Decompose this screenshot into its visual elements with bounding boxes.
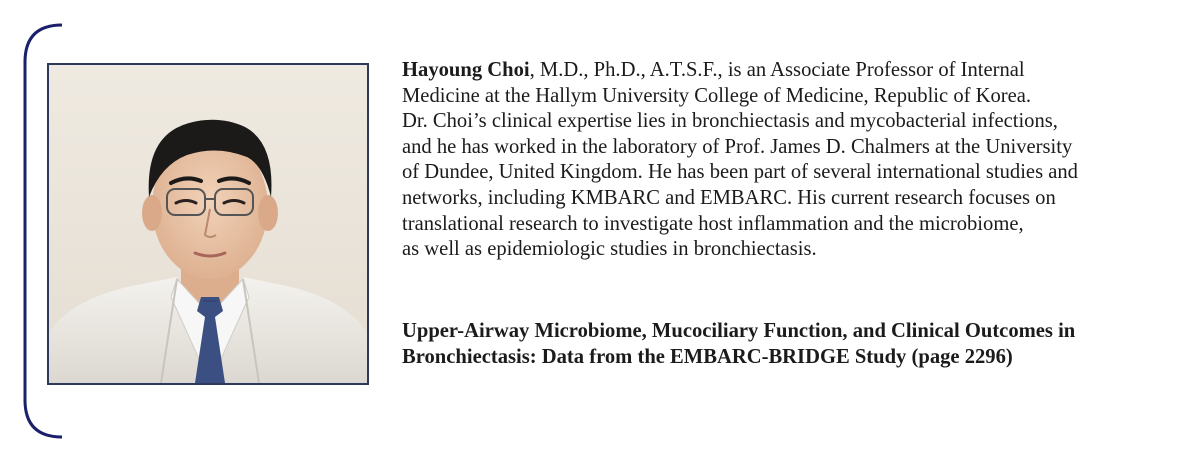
article-title-line: Bronchiectasis: Data from the EMBARC-BRIDGE Study (page 2296) (402, 346, 1013, 368)
author-portrait (47, 63, 369, 385)
bio-line: and he has worked in the laboratory of Prof. James D. Chalmers at the University (402, 135, 1073, 158)
article-title-line: Upper-Airway Microbiome, Mucociliary Function, and Clinical Outcomes in (402, 320, 1076, 342)
author-biography (402, 58, 1182, 263)
bio-line: of Dundee, United Kingdom. He has been part of several international studies and (402, 161, 1078, 184)
bio-line: as well as epidemiologic studies in bronchiectasis. (402, 238, 817, 261)
author-name: Hayoung Choi (402, 59, 530, 81)
bio-line: Medicine at the Hallym University College of Medicine, Republic of Korea. (402, 84, 1032, 107)
bio-line: translational research to investigate host inflammation and the microbiome, (402, 212, 1024, 235)
author-portrait-photo (49, 65, 367, 383)
author-credentials: , M.D., Ph.D., A.T.S.F., is an Associate Professor of Internal (529, 59, 1025, 81)
article-reference (402, 318, 1182, 370)
bio-line: networks, including KMBARC and EMBARC. His current research focuses on (402, 186, 1056, 209)
bio-first-line (402, 58, 1182, 84)
bio-line: Dr. Choi’s clinical expertise lies in bronchiectasis and mycobacterial infections, (402, 110, 1058, 133)
